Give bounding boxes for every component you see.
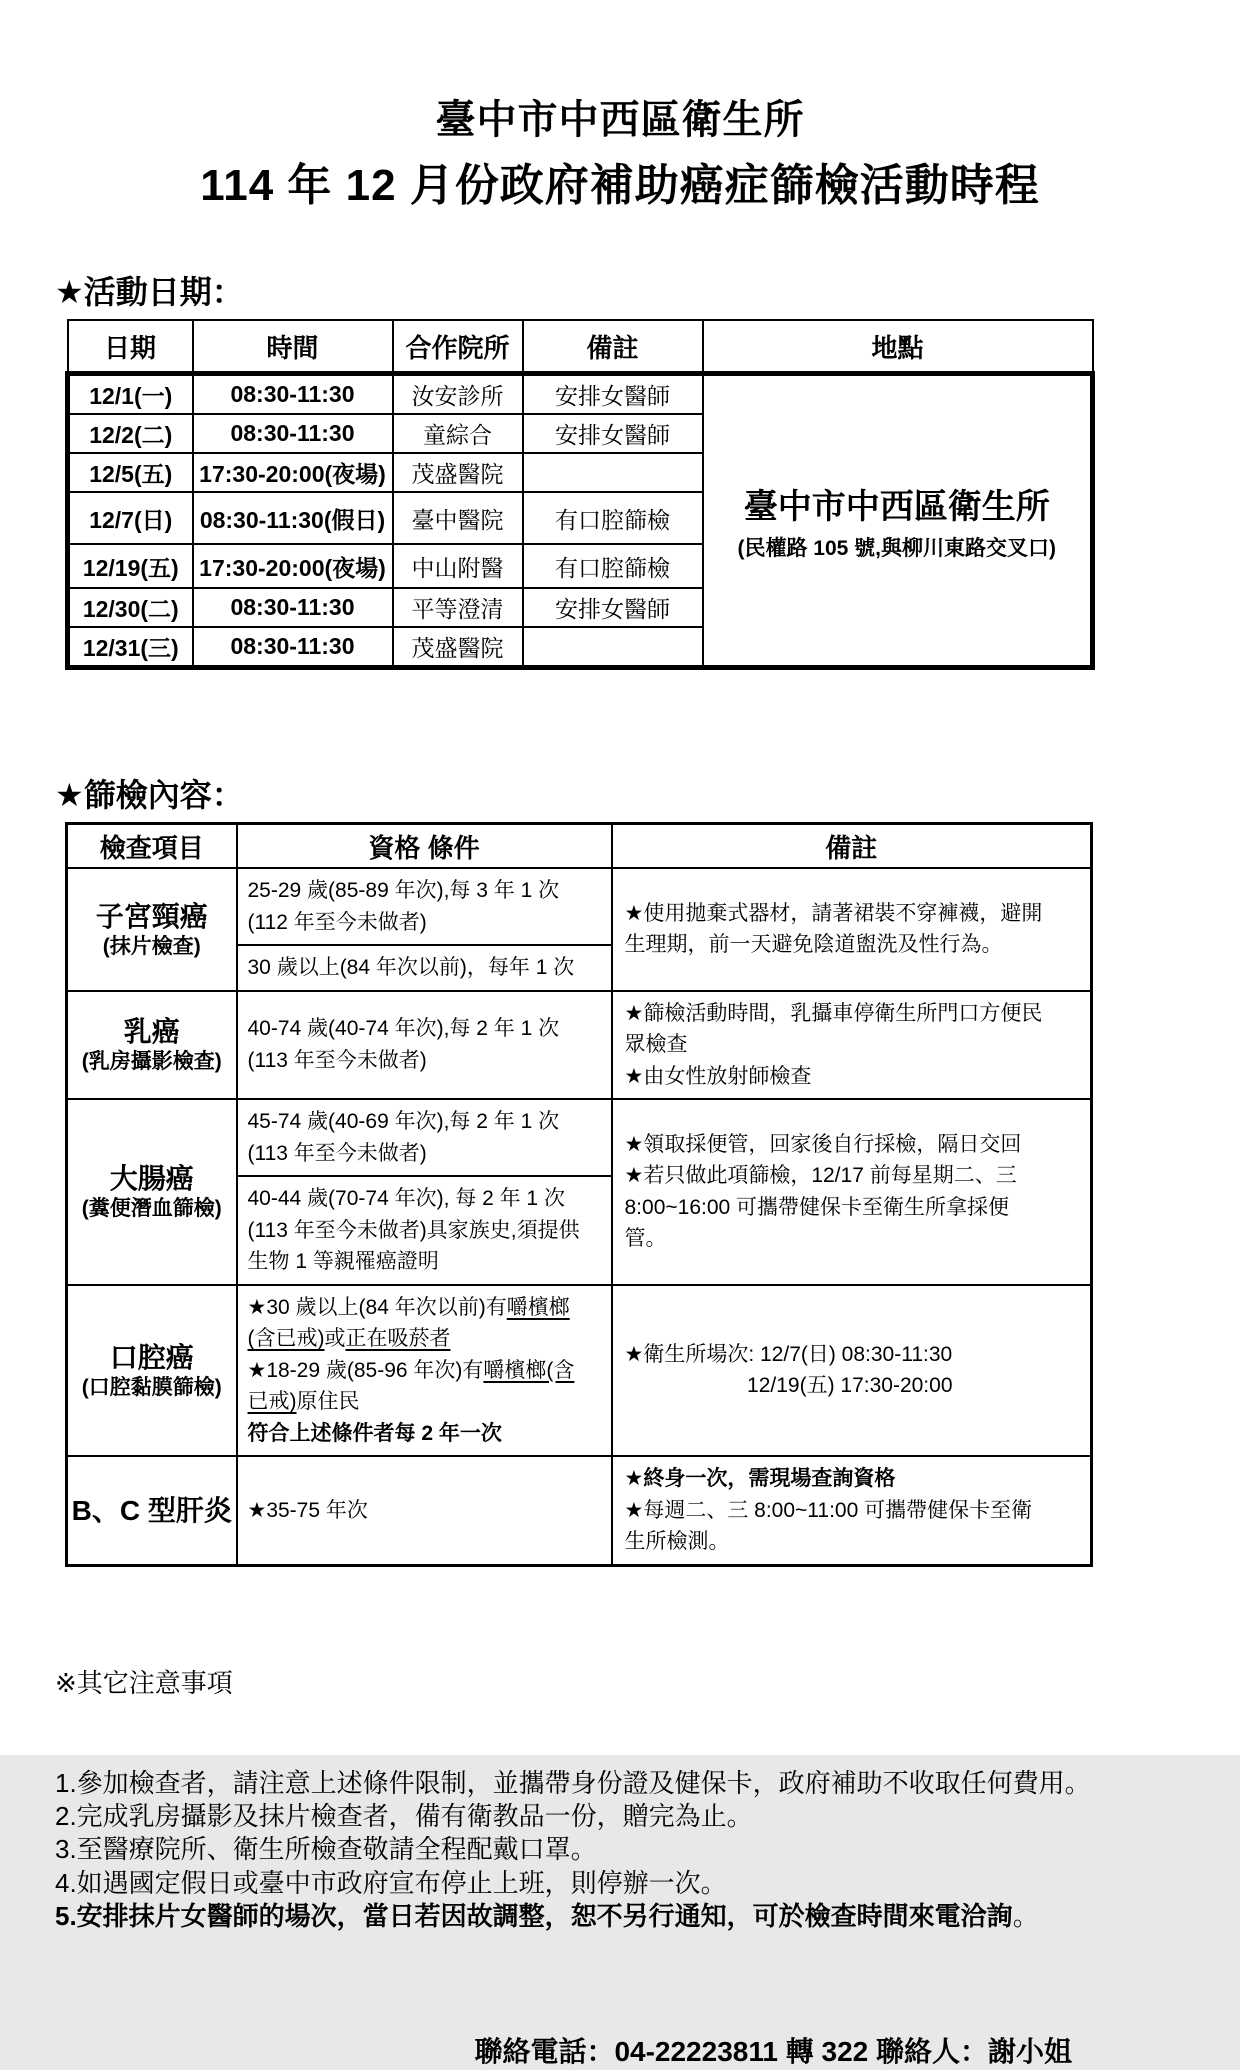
- screening-item-subtitle: (口腔黏膜篩檢): [81, 1375, 222, 1399]
- clinic-cell: 童綜合: [393, 414, 523, 453]
- notes-list: 1.參加檢查者，請注意上述條件限制，並攜帶身份證及健保卡，政府補助不收取任何費用。 2.完成乳房攝影及抹片檢查者，備有衛教品一份，贈完為止。 3.至醫療院所、衛生所檢查敬請全程配戴口罩。 4.如遇國定假日或臺中市政府宣布停止上班，則停辦一次。 5.安排抹片女醫師的場次，當日若因故調整，恕不另行通知，可於檢查時間來電洽詢。: [55, 1767, 1091, 1931]
- qualification-block: 40-44 歲(70-74 年次), 每 2 年 1 次 (113 年至今未做者)具家族史,須提供 生物 1 等親罹癌證明: [238, 1175, 611, 1284]
- clinic-cell: 臺中醫院: [393, 492, 523, 544]
- notes-heading: ※其它注意事項: [55, 1668, 233, 1699]
- schedule-header-clinic: 合作院所: [393, 320, 523, 374]
- schedule-header-date: 日期: [68, 320, 193, 374]
- screening-qualification-cell: [237, 1285, 612, 1457]
- screening-remark-cell: ★領取採便管，回家後自行採檢，隔日交回 ★若只做此項篩檢，12/17 前每星期二、三 8:00~16:00 可攜帶健保卡至衛生所拿採便 管。: [612, 1099, 1092, 1285]
- note-cell: 有口腔篩檢: [523, 492, 703, 544]
- time-cell: 17:30-20:00(夜場): [193, 453, 393, 492]
- screening-qualification-cell: [237, 1456, 612, 1565]
- qualification-block: 45-74 歲(40-69 年次),每 2 年 1 次 (113 年至今未做者): [247, 1110, 560, 1165]
- screening-item-name: 子宮頸癌: [95, 900, 208, 932]
- screening-row-cervical: [67, 868, 1092, 991]
- screening-item-name: 乳癌: [123, 1016, 180, 1048]
- time-cell: 08:30-11:30: [193, 627, 393, 668]
- contact-line: 聯絡電話：04-22223811 轉 322 聯絡人：謝小姐: [474, 2035, 1072, 2067]
- location-name: 臺中市中西區衛生所: [743, 488, 1050, 526]
- date-cell: 12/31(三): [68, 627, 193, 668]
- screening-item-name: B、C 型肝炎: [71, 1494, 232, 1526]
- note-cell: 安排女醫師: [523, 374, 703, 415]
- screening-item-subtitle: (糞便潛血篩檢): [81, 1197, 222, 1221]
- note-cell: 有口腔篩檢: [523, 544, 703, 588]
- schedule-header-location: 地點: [703, 320, 1093, 374]
- qualification-block: ★35-75 年次: [247, 1498, 368, 1522]
- date-cell: 12/2(二): [68, 414, 193, 453]
- page-subtitle: 114 年 12 月份政府補助癌症篩檢活動時程: [200, 161, 1040, 210]
- time-cell: 08:30-11:30(假日): [193, 492, 393, 544]
- clinic-cell: 汝安診所: [393, 374, 523, 415]
- qualification-block: 40-74 歲(40-74 年次),每 2 年 1 次 (113 年至今未做者): [247, 1017, 560, 1072]
- note-cell: 安排女醫師: [523, 588, 703, 627]
- screening-row-breast: [67, 991, 1092, 1100]
- date-cell: 12/19(五): [68, 544, 193, 588]
- screening-item-cell: [67, 1456, 237, 1565]
- screening-section-heading: ★篩檢內容：: [55, 777, 244, 813]
- location-cell: [703, 374, 1093, 668]
- date-cell: 12/7(日): [68, 492, 193, 544]
- screening-qualification-cell: [237, 991, 612, 1100]
- qualification-block: 30 歲以上(84 年次以前)，每年 1 次: [238, 944, 611, 990]
- note-cell: [523, 627, 703, 668]
- clinic-cell: 茂盛醫院: [393, 453, 523, 492]
- clinic-cell: 中山附醫: [393, 544, 523, 588]
- screening-row-hepatitis: [67, 1456, 1092, 1565]
- screening-item-subtitle: (乳房攝影檢查): [81, 1050, 222, 1074]
- screening-header-qualification: 資格 條件: [237, 824, 612, 869]
- clinic-cell: 茂盛醫院: [393, 627, 523, 668]
- screening-item-name: 大腸癌: [109, 1163, 194, 1195]
- schedule-table: [65, 319, 1095, 670]
- screening-header-row: [67, 824, 1092, 869]
- screening-remark-cell: ★終身一次，需現場查詢資格 ★每週二、三 8:00~11:00 可攜帶健保卡至衛 生所檢測。: [612, 1456, 1092, 1565]
- qualification-block: ★30 歲以上(84 年次以前)有嚼檳榔 (含已戒)或正在吸菸者 ★18-29 歲(85-96 年次)有嚼檳榔(含 已戒)原住民 符合上述條件者每 2 年一次: [247, 1295, 575, 1445]
- screening-remark-cell: ★使用拋棄式器材，請著裙裝不穿褲襪，避開 生理期，前一天避免陰道盥洗及性行為。: [612, 868, 1092, 991]
- schedule-row: [68, 374, 1093, 415]
- screening-item-subtitle: (抹片檢查): [102, 934, 201, 958]
- screening-item-cell: [67, 1285, 237, 1457]
- other-notes: [55, 1601, 1185, 2000]
- note-cell: 安排女醫師: [523, 414, 703, 453]
- screening-item-cell: [67, 868, 237, 991]
- date-cell: 12/1(一): [68, 374, 193, 415]
- note-cell: [523, 453, 703, 492]
- screening-qualification-cell: [237, 1099, 612, 1285]
- schedule-header-note: 備註: [523, 320, 703, 374]
- screening-table: [65, 822, 1093, 1567]
- screening-qualification-cell: [237, 868, 612, 991]
- screening-item-cell: [67, 991, 237, 1100]
- time-cell: 08:30-11:30: [193, 374, 393, 415]
- location-address: (民權路 105 號,與柳川東路交叉口): [737, 537, 1057, 560]
- schedule-header-time: 時間: [193, 320, 393, 374]
- screening-item-cell: [67, 1099, 237, 1285]
- date-cell: 12/30(二): [68, 588, 193, 627]
- time-cell: 08:30-11:30: [193, 414, 393, 453]
- qualification-block: 25-29 歲(85-89 年次),每 3 年 1 次 (112 年至今未做者): [247, 879, 560, 934]
- page-title: 臺中市中西區衛生所: [435, 98, 805, 142]
- screening-row-oral: [67, 1285, 1092, 1457]
- screening-header-item: 檢查項目: [67, 824, 237, 869]
- screening-row-colorectal: [67, 1099, 1092, 1285]
- time-cell: 17:30-20:00(夜場): [193, 544, 393, 588]
- time-cell: 08:30-11:30: [193, 588, 393, 627]
- schedule-header-row: [68, 320, 1093, 374]
- date-cell: 12/5(五): [68, 453, 193, 492]
- screening-remark-cell: ★衛生所場次: 12/7(日) 08:30-11:30 12/19(五) 17:30-20:00: [612, 1285, 1092, 1457]
- screening-remark-cell: ★篩檢活動時間，乳攝車停衛生所門口方便民 眾檢查 ★由女性放射師檢查: [612, 991, 1092, 1100]
- screening-item-name: 口腔癌: [109, 1341, 194, 1373]
- screening-header-remark: 備註: [612, 824, 1092, 869]
- clinic-cell: 平等澄清: [393, 588, 523, 627]
- schedule-section-heading: ★活動日期：: [55, 274, 244, 310]
